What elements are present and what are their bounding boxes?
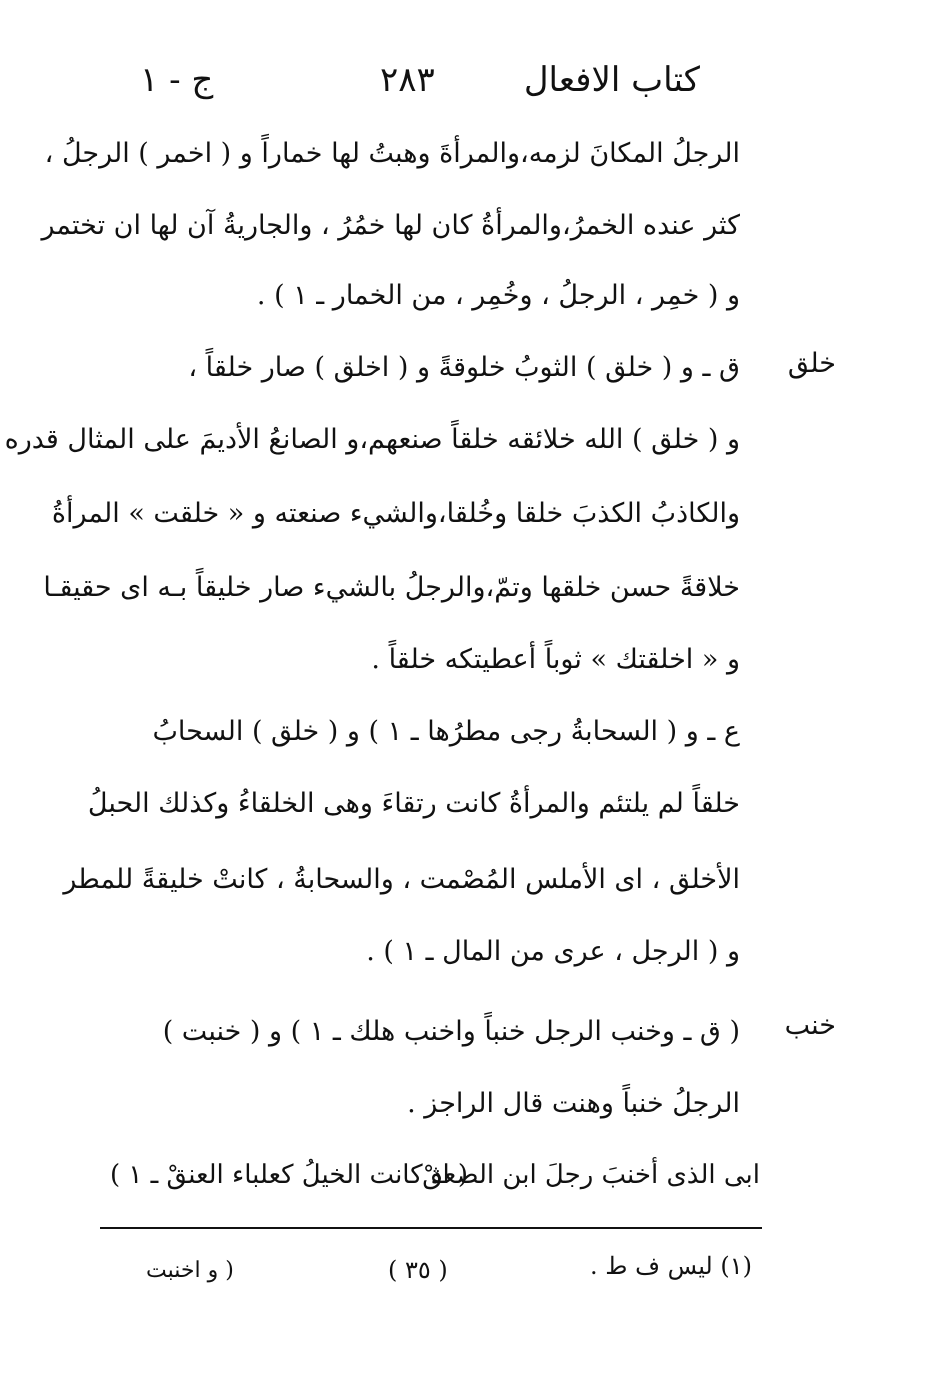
signature-mark: ( ٣٥ ) bbox=[388, 1256, 448, 1284]
text-line: و ( خلق ) الله خلائقه خلقاً صنعهم،و الصانعُ الأديمَ على المثال قدره bbox=[4, 424, 740, 455]
page-number: ٢٨٣ bbox=[380, 60, 435, 100]
footnote-divider bbox=[100, 1227, 762, 1229]
verse-first-hemistich: ابى الذى أخنبَ رجلَ ابن الصعقْ bbox=[422, 1160, 760, 1190]
text-line: والكاذبُ الكذبَ خلقا وخُلقا،والشيء صنعته و « خلقت » المرأةُ bbox=[51, 498, 740, 529]
poetry-verse bbox=[110, 1160, 760, 1200]
page-header-title: كتاب الافعال bbox=[523, 60, 700, 100]
text-line: ق ـ و ( خلق ) الثوبُ خلوقةً و ( اخلق ) صار خلقاً ، bbox=[188, 352, 740, 383]
margin-entry-khanaba: خنب bbox=[784, 1010, 836, 1041]
text-line: ( ق ـ وخنب الرجل خنباً واخنب هلك ـ ١ ) و ( خنبت ) bbox=[162, 1016, 740, 1047]
text-line: خلقاً لم يلتئم والمرأةُ كانت رتقاءَ وهى الخلقاءُ وكذلك الحبلُ bbox=[87, 788, 740, 819]
footnote: (١) ليس ف ط . bbox=[590, 1252, 752, 1280]
text-line: و ( الرجل ، عرى من المال ـ ١ ) . bbox=[366, 936, 740, 967]
text-line: الرجلُ خنباً وهنت قال الراجز . bbox=[407, 1088, 740, 1119]
text-line: و « اخلقتك » ثوباً أعطيتكه خلقاً . bbox=[371, 644, 740, 675]
text-line: الأخلق ، اى الأملس المُصْمت ، والسحابةُ ، كانتْ خليقةً للمطر bbox=[63, 864, 740, 895]
text-line: خلاقةً حسن خلقها وتمّ،والرجلُ بالشيء صار خليقاً بـه اى حقيقـا bbox=[43, 572, 740, 603]
text-line: كثر عنده الخمرُ،والمرأةُ كان لها خمُرُ ، والجاريةُ آن لها ان تختمر bbox=[41, 210, 740, 241]
text-line: الرجلُ المكانَ لزمه،والمرأةَ وهبتُ لها خماراً و ( اخمر ) الرجلُ ، bbox=[44, 138, 740, 169]
text-line: و ( خمِر ، الرجلُ ، وخُمِر ، من الخمار ـ ١ ) . bbox=[256, 280, 740, 311]
text-line: ع ـ و ( السحابةُ رجى مطرُها ـ ١ ) و ( خلق ) السحابُ bbox=[152, 716, 740, 747]
verse-second-hemistich: ( اذ كانت الخيلُ كعلباء العنقْ ـ ١ ) bbox=[110, 1160, 469, 1190]
margin-entry-khalaqa: خلق bbox=[787, 348, 836, 379]
volume-marker: ج - ١ bbox=[140, 60, 214, 100]
catchword: ( و اخنبت bbox=[146, 1258, 234, 1283]
